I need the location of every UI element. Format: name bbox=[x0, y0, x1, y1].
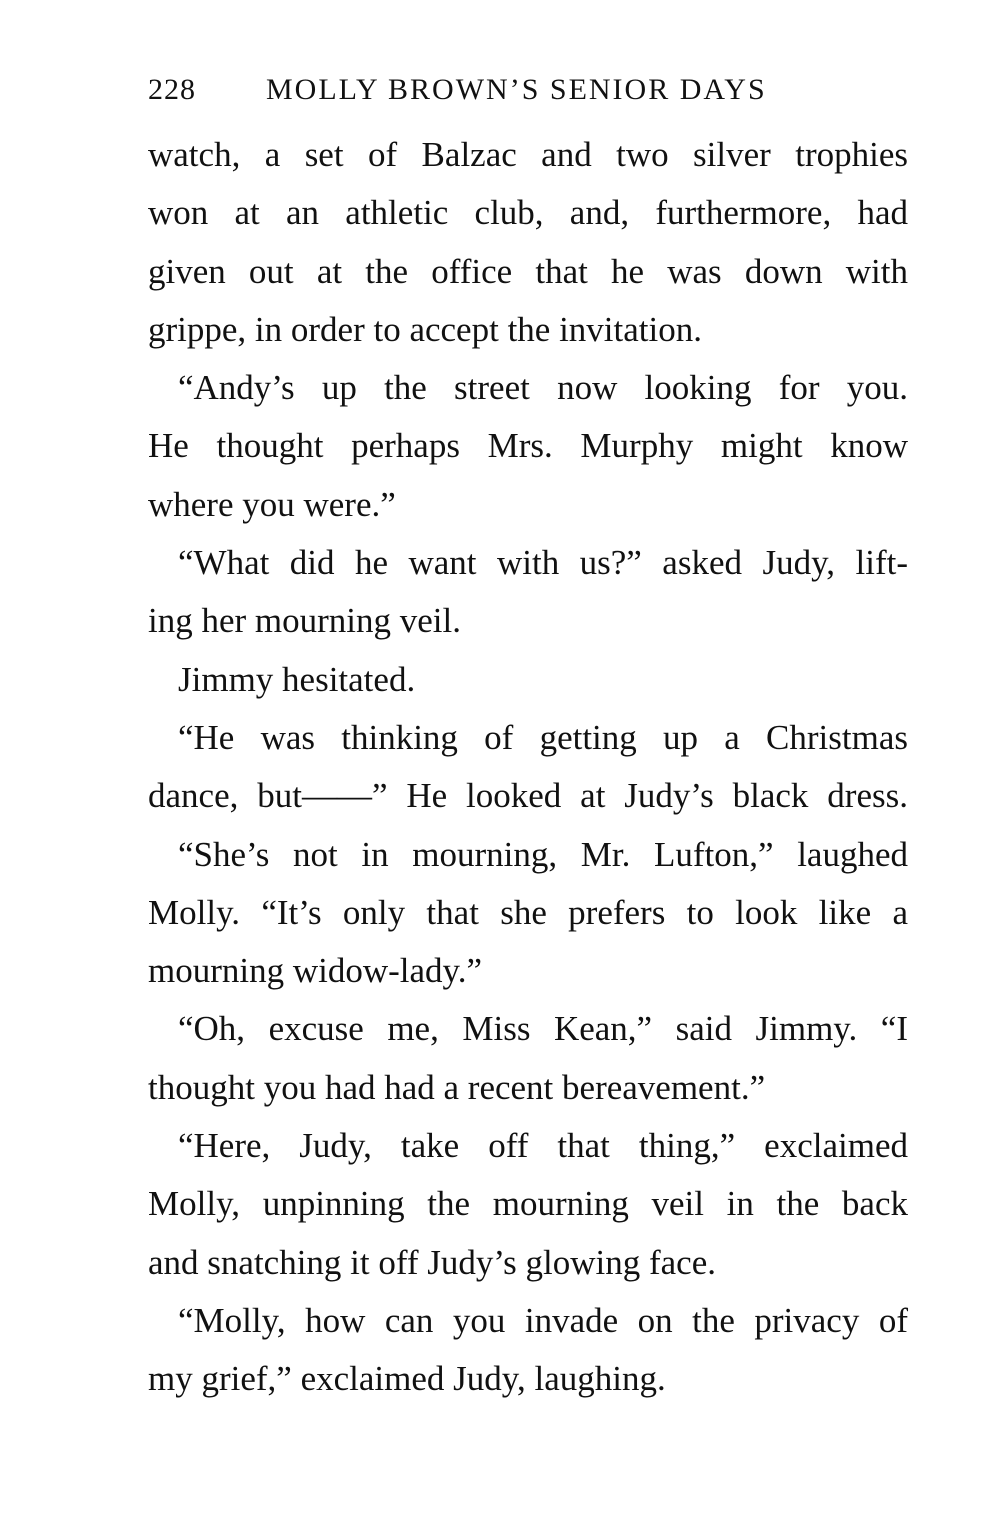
text-line: thought you had had a recent bereavement.” bbox=[148, 1067, 766, 1107]
text-line: “What did he want with us?” asked Judy, lift- bbox=[178, 543, 908, 583]
running-head bbox=[148, 70, 908, 110]
text-line: Molly. “It’s only that she prefers to look like a bbox=[148, 892, 908, 932]
text-line: Jimmy hesitated. bbox=[178, 659, 416, 699]
text-line: “Andy’s up the street now looking for you. bbox=[178, 368, 908, 408]
text-line: “Molly, how can you invade on the privacy of bbox=[178, 1300, 908, 1340]
text-line: He thought perhaps Mrs. Murphy might know bbox=[148, 426, 908, 466]
text-line: my grief,” exclaimed Judy, laughing. bbox=[148, 1359, 666, 1399]
text-line: “Here, Judy, take off that thing,” exclaimed bbox=[178, 1126, 908, 1166]
text-line: “Oh, excuse me, Miss Kean,” said Jimmy. “I bbox=[178, 1009, 908, 1049]
text-line: and snatching it off Judy’s glowing face. bbox=[148, 1242, 716, 1282]
text-line: dance, but——” He looked at Judy’s black dress. bbox=[148, 776, 908, 816]
text-line: where you were.” bbox=[148, 484, 396, 524]
page-number: 228 bbox=[148, 73, 196, 106]
text-line: ing her mourning veil. bbox=[148, 601, 462, 641]
text-line: grippe, in order to accept the invitation. bbox=[148, 309, 702, 349]
running-title: MOLLY BROWN’S SENIOR DAYS bbox=[266, 73, 767, 106]
text-line: “She’s not in mourning, Mr. Lufton,” laughed bbox=[178, 834, 908, 874]
text-line: mourning widow-lady.” bbox=[148, 951, 483, 991]
text-line: watch, a set of Balzac and two silver trophies bbox=[148, 135, 908, 174]
text-line: won at an athletic club, and, furthermore, had bbox=[148, 193, 908, 233]
body-text bbox=[148, 126, 908, 1409]
text-line: Molly, unpinning the mourning veil in the back bbox=[148, 1184, 908, 1224]
text-line: “He was thinking of getting up a Christmas bbox=[178, 717, 908, 757]
text-line: given out at the office that he was down with bbox=[148, 251, 908, 291]
